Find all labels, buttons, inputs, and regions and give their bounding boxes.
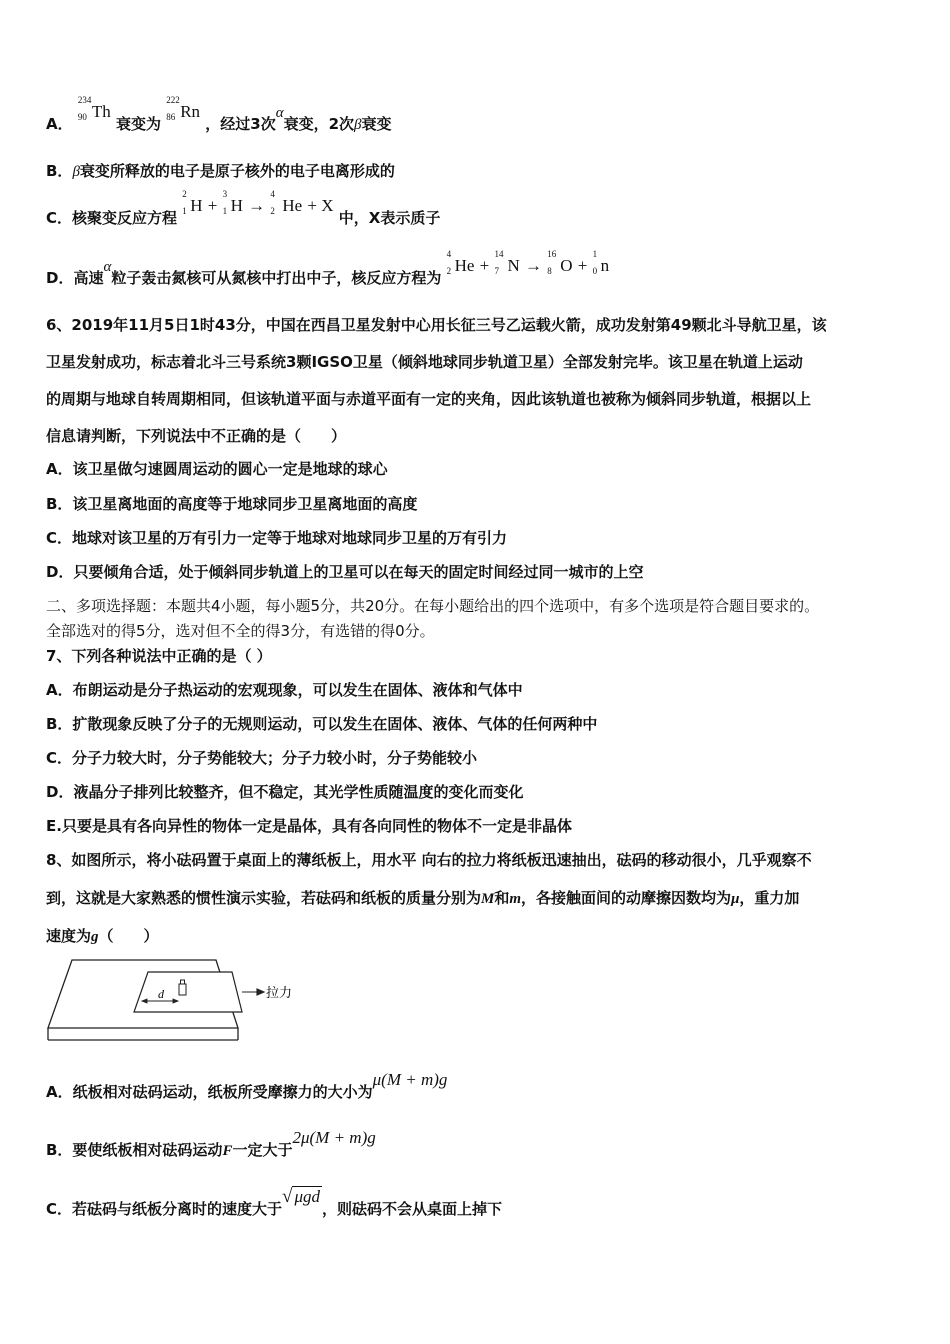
- text: 衰变为: [115, 115, 161, 133]
- q8-option-a: [46, 1070, 448, 1102]
- section-heading-line-2: 全部选对的得5分，选对但不全的得3分，有选错的得0分。: [46, 622, 435, 640]
- text: 和: [494, 889, 510, 907]
- force-label: 拉力: [266, 986, 293, 1001]
- friction-expression: μ(M + m)g: [372, 1070, 448, 1089]
- text: 一定大于: [232, 1141, 293, 1159]
- radon-nuclide: [166, 95, 201, 123]
- text: ，则砝码不会从桌面上掉下: [322, 1200, 503, 1218]
- q6-stem-line-2: 卫星发射成功，标志着北斗三号系统3颗IGSO卫星（倾斜地球同步轨道卫星）全部发射完毕。该卫星在轨道上运动: [46, 353, 803, 371]
- text: A．纸板相对砝码运动，纸板所受摩擦力的大小为: [46, 1083, 373, 1101]
- atomic-number: 7: [494, 266, 499, 276]
- oxygen-nuclide: [547, 249, 573, 277]
- plus-sign: +: [577, 256, 588, 275]
- inertia-experiment-figure: [44, 956, 304, 1042]
- particle-x: + X: [307, 196, 334, 215]
- radicand: μgd: [294, 1187, 320, 1206]
- text: （ ）: [98, 927, 159, 945]
- text: ，各接触面间的动摩擦因数均为: [521, 889, 732, 907]
- atomic-number: 1: [222, 206, 228, 216]
- mass-number: 1: [592, 249, 598, 259]
- q7-option-a: A．布朗运动是分子热运动的宏观现象，可以发生在固体、液体和气体中: [46, 681, 523, 699]
- q6-option-d: D．只要倾角合适，处于倾斜同步轨道上的卫星可以在每天的固定时间经过同一城市的上空: [46, 563, 644, 581]
- sqrt-expression: [282, 1188, 322, 1206]
- force-symbol: F: [222, 1143, 233, 1159]
- mass-m-small: m: [509, 891, 522, 907]
- paper-board: [134, 972, 242, 1012]
- section-heading-line-1: 二、多项选择题：本题共4小题，每小题5分，共20分。在每小题给出的四个选项中，有多个选项是符合题目要求的。: [46, 597, 820, 615]
- plus-sign: +: [479, 256, 490, 275]
- element-symbol: He: [454, 256, 475, 275]
- fusion-equation: [182, 189, 339, 216]
- mu-symbol: μ: [731, 891, 740, 907]
- mass-number: 234: [77, 95, 92, 105]
- mass-number: 222: [166, 95, 180, 105]
- element-symbol: He: [282, 196, 303, 215]
- neutron: [592, 249, 610, 277]
- mass-number: 4: [446, 249, 452, 259]
- q5-option-c: [46, 189, 441, 229]
- mass-number: 14: [494, 249, 504, 259]
- q8-stem-line-3: [46, 926, 159, 947]
- atomic-number: 2: [270, 206, 275, 216]
- alpha-symbol: α: [103, 259, 112, 275]
- mass-number: 2: [182, 189, 187, 199]
- text: 到，这就是大家熟悉的惯性演示实验，若砝码和纸板的质量分别为: [46, 889, 482, 907]
- tritium-nuclide: [222, 189, 243, 217]
- text: 中，X表示质子: [338, 209, 441, 227]
- mass-number: 4: [270, 189, 275, 199]
- weight-icon: [179, 980, 186, 995]
- arrow-icon: →: [248, 196, 266, 215]
- q8-stem-line-2: [46, 888, 799, 909]
- plus-sign: +: [207, 196, 218, 215]
- nitrogen-nuclide: [494, 249, 520, 277]
- text: 粒子轰击氮核可从氮核中打出中子，核反应方程为: [111, 269, 442, 287]
- atomic-number: 90: [77, 112, 87, 122]
- q8-stem-line-1: 8、如图所示，将小砝码置于桌面上的薄纸板上，用水平 向右的拉力将纸板迅速抽出，砝码的移动很小，几乎观察不: [46, 851, 812, 869]
- distance-label: d: [158, 987, 164, 1001]
- helium-nuclide: [270, 189, 303, 217]
- q7-option-c: C．分子力较大时，分子势能较大；分子力较小时，分子势能较小: [46, 749, 478, 767]
- option-label: A．: [46, 115, 73, 133]
- arrow-icon: →: [524, 256, 542, 275]
- beta-symbol: β: [354, 117, 362, 133]
- atomic-number: 2: [446, 266, 452, 276]
- mass-number: 3: [222, 189, 228, 199]
- mass-m-big: M: [481, 891, 495, 907]
- element-symbol: H: [190, 196, 203, 215]
- q8-option-c: [46, 1186, 503, 1219]
- q5-option-d: [46, 249, 610, 289]
- gravity-symbol: g: [91, 929, 99, 945]
- text: C．若砝码与纸板分离时的速度大于: [46, 1200, 283, 1218]
- thorium-nuclide: [77, 95, 111, 123]
- element-symbol: Th: [91, 102, 111, 121]
- q5-option-a: [46, 95, 392, 135]
- text: 速度为: [46, 927, 92, 945]
- text: ，重力加: [739, 889, 800, 907]
- beta-symbol: β: [72, 164, 80, 180]
- q7-option-e: E.只要是具有各向异性的物体一定是晶体，具有各向同性的物体不一定是非晶体: [46, 817, 572, 835]
- element-symbol: N: [507, 256, 520, 275]
- threshold-expression: 2μ(M + m)g: [292, 1128, 376, 1147]
- q6-stem-line-3: 的周期与地球自转周期相同，但该轨道平面与赤道平面有一定的夹角，因此该轨道也被称为倾斜同步轨道，根据以上: [46, 390, 812, 408]
- option-label: B．: [46, 162, 73, 180]
- q7-option-d: D．液晶分子排列比较整齐，但不稳定，其光学性质随温度的变化而变化: [46, 783, 524, 801]
- mass-number: 16: [547, 249, 557, 259]
- atomic-number: 1: [182, 206, 187, 216]
- element-symbol: n: [600, 256, 610, 275]
- text: ，经过3次: [205, 115, 276, 133]
- element-symbol: H: [230, 196, 243, 215]
- text: 衰变: [361, 115, 392, 133]
- q7-option-b: B．扩散现象反映了分子的无规则运动，可以发生在固体、液体、气体的任何两种中: [46, 715, 598, 733]
- force-arrow-icon: [242, 989, 264, 995]
- q6-stem-line-1: 6、2019年11月5日1时43分，中国在西昌卫星发射中心用长征三号乙运载火箭，成功发射第49颗北斗导航卫星，该: [46, 316, 827, 334]
- q8-option-b: [46, 1128, 376, 1161]
- q6-option-a: A．该卫星做匀速圆周运动的圆心一定是地球的球心: [46, 460, 388, 478]
- helium-nuclide: [446, 249, 475, 277]
- option-label: C．核聚变反应方程: [46, 209, 178, 227]
- element-symbol: O: [560, 256, 573, 275]
- deuterium-nuclide: [182, 189, 203, 217]
- atomic-number: 86: [166, 112, 176, 122]
- text: 衰变所释放的电子是原子核外的电子电离形成的: [79, 162, 395, 180]
- text: B．要使纸板相对砝码运动: [46, 1141, 223, 1159]
- sqrt-icon: √: [282, 1186, 293, 1207]
- nuclear-reaction-equation: [446, 249, 610, 276]
- q6-stem-line-4: 信息请判断，下列说法中不正确的是（ ）: [46, 427, 347, 445]
- element-symbol: Rn: [180, 102, 201, 121]
- q6-option-b: B．该卫星离地面的高度等于地球同步卫星离地面的高度: [46, 495, 418, 513]
- q6-option-c: C．地球对该卫星的万有引力一定等于地球对地球同步卫星的万有引力: [46, 529, 508, 547]
- alpha-symbol: α: [275, 105, 284, 121]
- text: 衰变，2次: [283, 115, 355, 133]
- q5-option-b: [46, 161, 395, 182]
- atomic-number: 0: [592, 266, 598, 276]
- atomic-number: 8: [547, 266, 552, 276]
- q7-stem: 7、下列各种说法中正确的是（ ）: [46, 647, 272, 665]
- option-label: D．高速: [46, 269, 104, 287]
